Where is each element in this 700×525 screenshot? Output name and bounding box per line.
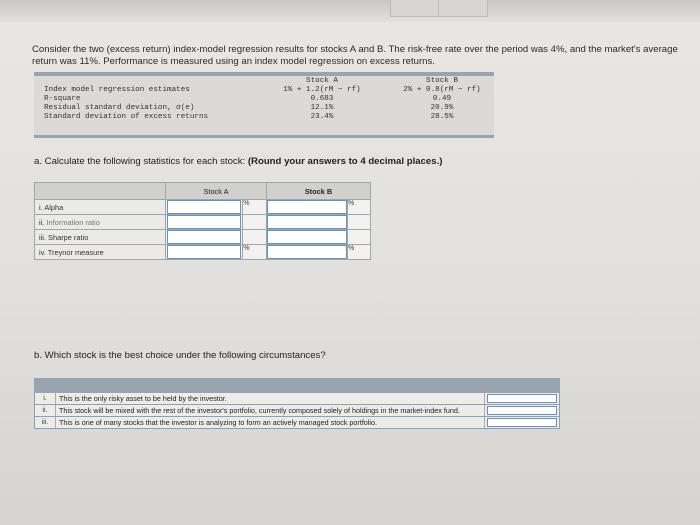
treynor-stock-a-input[interactable] [167,245,241,259]
info-ratio-stock-b-input[interactable] [267,215,347,229]
unit-label: % [243,245,267,260]
row-label: Treynor measure [47,247,104,257]
stock-a-value: 0.683 [310,95,334,103]
row-text: This stock will be mixed with the rest of the investor's portfolio, currently composed solely of holdings in the market-index fund. [56,405,485,416]
unit-label: % [348,245,371,260]
row-number: iv. [39,247,46,257]
col-header-stock-a: Stock A [166,183,267,200]
row-number: i. [39,202,43,212]
label-row: Standard deviation of excess returns [44,113,209,121]
table-row [34,405,560,417]
part-b-question: b. Which stock is the best choice under the following circumstances? [34,350,326,361]
label-row: Index model regression estimates [44,86,190,94]
stock-a-column [274,77,370,122]
problem-intro: Consider the two (excess return) index-model regression results for stocks A and B. The risk-free rate over the period was 4%, and the market's average return was 11%. Performance is measured using an index model regression on excess returns. [32,44,678,67]
top-tab [438,0,488,17]
row-number: iii. [35,417,56,428]
stock-b-value: 0.49 [432,95,452,103]
stock-a-equation: 1% + 1.2(rM − rf) [283,86,361,94]
row-text: This is the only risky asset to be held by the investor. [56,393,485,404]
sharpe-stock-b-input[interactable] [267,230,347,244]
row-text: This is one of many stocks that the investor is analyzing to form an actively managed stock portfolio. [56,417,485,428]
answer-select-2[interactable] [487,406,557,415]
top-strip [0,0,700,22]
answer-select-3[interactable] [487,418,557,427]
part-a-question-text: a. Calculate the following statistics for each stock: [34,156,246,167]
sharpe-stock-a-input[interactable] [167,230,241,244]
table-row [35,245,371,260]
regression-table [34,72,494,138]
table-row [34,393,560,405]
col-header-stock-b: Stock B [267,183,371,200]
alpha-stock-a-input[interactable] [167,200,241,214]
part-b-answer-table [34,378,560,452]
table-row [34,417,560,429]
table-header-bar [34,378,560,393]
row-number: i. [35,393,56,404]
stock-b-value: 20.9% [430,104,454,112]
unit-label: % [348,200,371,215]
stock-b-column [392,77,492,122]
unit-label [243,215,267,230]
table-row [35,230,371,245]
info-ratio-stock-a-input[interactable] [167,215,241,229]
unit-label [348,230,371,245]
row-label: Information ratio [46,217,100,227]
answer-select-1[interactable] [487,394,557,403]
table-footer-bar [34,135,494,138]
part-a-instruction: (Round your answers to 4 decimal places.) [247,156,443,167]
stock-b-value: 28.5% [430,113,454,121]
unit-label [348,215,371,230]
stock-b-header: Stock B [426,77,458,85]
stock-a-value: 12.1% [310,104,334,112]
stock-a-header: Stock A [306,77,338,85]
table-corner [35,183,166,200]
table-row [35,200,371,215]
top-tab [390,0,440,17]
stock-b-equation: 2% + 0.8(rM − rf) [403,86,481,94]
row-label: Sharpe ratio [48,232,89,242]
part-a-answer-table [34,182,371,260]
unit-label [243,230,267,245]
treynor-stock-b-input[interactable] [267,245,347,259]
label-row: R-square [44,95,81,103]
alpha-stock-b-input[interactable] [267,200,347,214]
regression-labels [44,86,208,122]
part-a-question [34,156,442,167]
row-number: ii. [39,217,45,227]
unit-label: % [243,200,267,215]
table-row [35,215,371,230]
row-number: ii. [35,405,56,416]
table-header-bar [34,72,494,76]
row-number: iii. [39,232,46,242]
stock-a-value: 23.4% [310,113,334,121]
row-label: Alpha [44,202,64,212]
label-row: Residual standard deviation, σ(e) [44,104,195,112]
